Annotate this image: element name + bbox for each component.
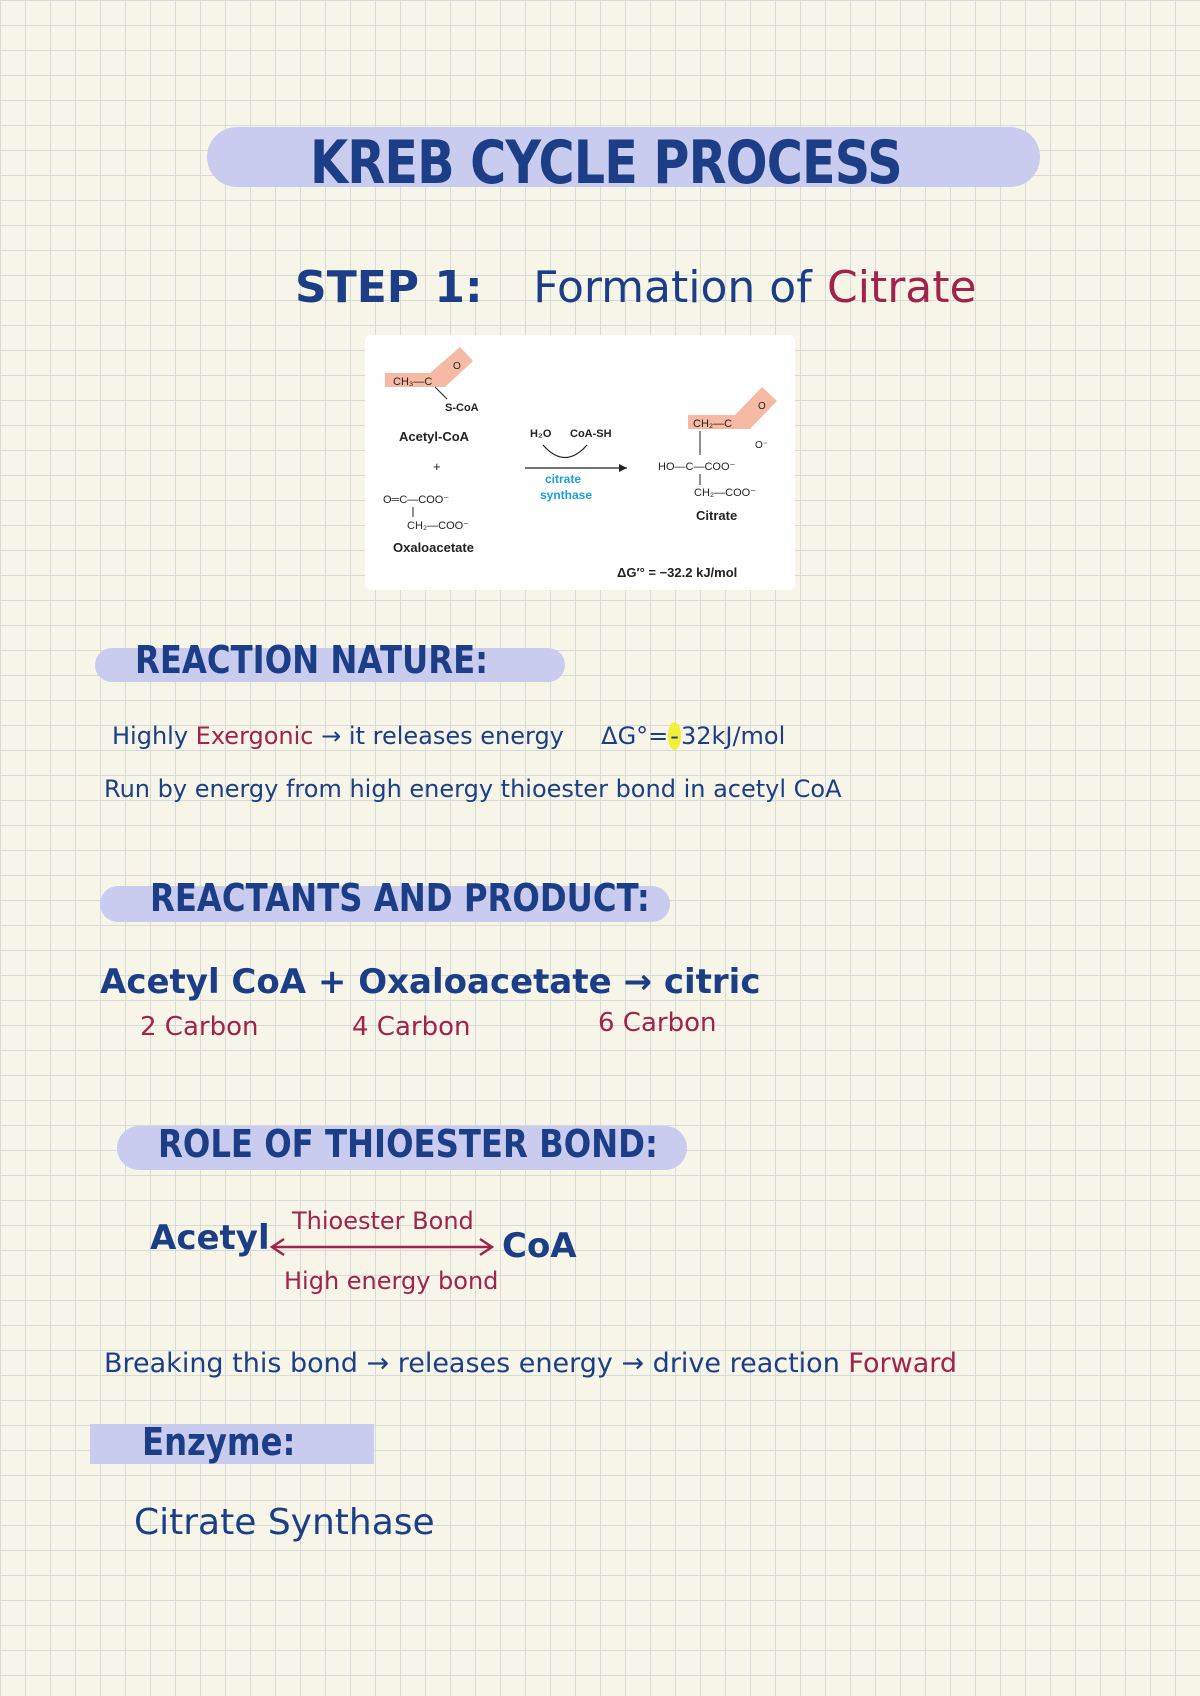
citrate-o: O: [758, 401, 766, 412]
arrow-curve: [543, 445, 587, 458]
text-delta-g: ΔG°=: [601, 722, 669, 750]
step-text: Formation of: [533, 262, 812, 313]
step-label: STEP 1:: [295, 262, 483, 313]
acetyl-o: O: [453, 361, 461, 372]
oxalo-name: Oxaloacetate: [393, 540, 474, 555]
text-highly: Highly: [112, 722, 189, 750]
acetyl-scoa: S-CoA: [445, 402, 479, 414]
text-minus: -: [670, 722, 679, 750]
thioester-left: Acetyl: [150, 1218, 270, 1258]
citrate-mid: HO—C—COO⁻: [658, 461, 736, 473]
thioester-right: CoA: [502, 1226, 577, 1266]
text-kj: 32kJ/mol: [680, 722, 786, 750]
label-2-carbon: 2 Carbon: [140, 1012, 259, 1042]
text-breaking-bond: Breaking this bond → releases energy → drive reaction: [104, 1348, 840, 1379]
label-4-carbon: 4 Carbon: [352, 1012, 471, 1042]
enzyme-name: Citrate Synthase: [134, 1502, 435, 1543]
reactants-equation: Acetyl CoA + Oxaloacetate → citric: [100, 962, 761, 1002]
reaction-nature-line2: Run by energy from high energy thioester bond in acetyl CoA: [104, 775, 842, 803]
text-forward: Forward: [848, 1348, 958, 1379]
reaction-diagram: [365, 335, 795, 590]
step-highlight: Citrate: [827, 262, 977, 313]
thioester-line: [104, 1348, 957, 1379]
citrate-ch2: CH₂—C: [693, 418, 733, 430]
enzyme-heading: Enzyme:: [142, 1420, 296, 1464]
acetyl-group: CH₃—C: [393, 376, 433, 388]
reaction-nature-heading: REACTION NATURE:: [135, 638, 489, 682]
h2o-label: H₂O: [530, 428, 552, 440]
citrate-name: Citrate: [696, 508, 738, 523]
oxalo-line1: O═C—COO⁻: [383, 494, 450, 506]
thioester-bottom-label: High energy bond: [284, 1267, 499, 1295]
reaction-nature-line1: [112, 722, 785, 750]
plus-sign: +: [433, 459, 441, 474]
step-heading: [295, 262, 977, 313]
label-6-carbon: 6 Carbon: [598, 1008, 717, 1038]
thioester-top-label: Thioester Bond: [292, 1207, 474, 1235]
text-releases-energy: → it releases energy: [321, 722, 564, 750]
double-arrow: [268, 1236, 496, 1258]
acetyl-name: Acetyl-CoA: [399, 429, 470, 444]
enzyme-line2: synthase: [540, 488, 593, 502]
text-exergonic: Exergonic: [195, 722, 314, 750]
citrate-bottom: CH₂—COO⁻: [694, 487, 757, 499]
delta-g: ΔG′° = −32.2 kJ/mol: [617, 565, 738, 580]
coash-label: CoA-SH: [570, 428, 612, 440]
enzyme-line1: citrate: [545, 472, 582, 486]
citrate-ominus: O⁻: [755, 440, 769, 451]
oxalo-line2: CH₂—COO⁻: [407, 520, 470, 532]
thioester-heading: ROLE OF THIOESTER BOND:: [158, 1122, 658, 1166]
page-title: KREB CYCLE PROCESS: [310, 128, 902, 198]
reactants-heading: REACTANTS AND PRODUCT:: [150, 876, 650, 920]
reaction-figure: [365, 335, 795, 590]
